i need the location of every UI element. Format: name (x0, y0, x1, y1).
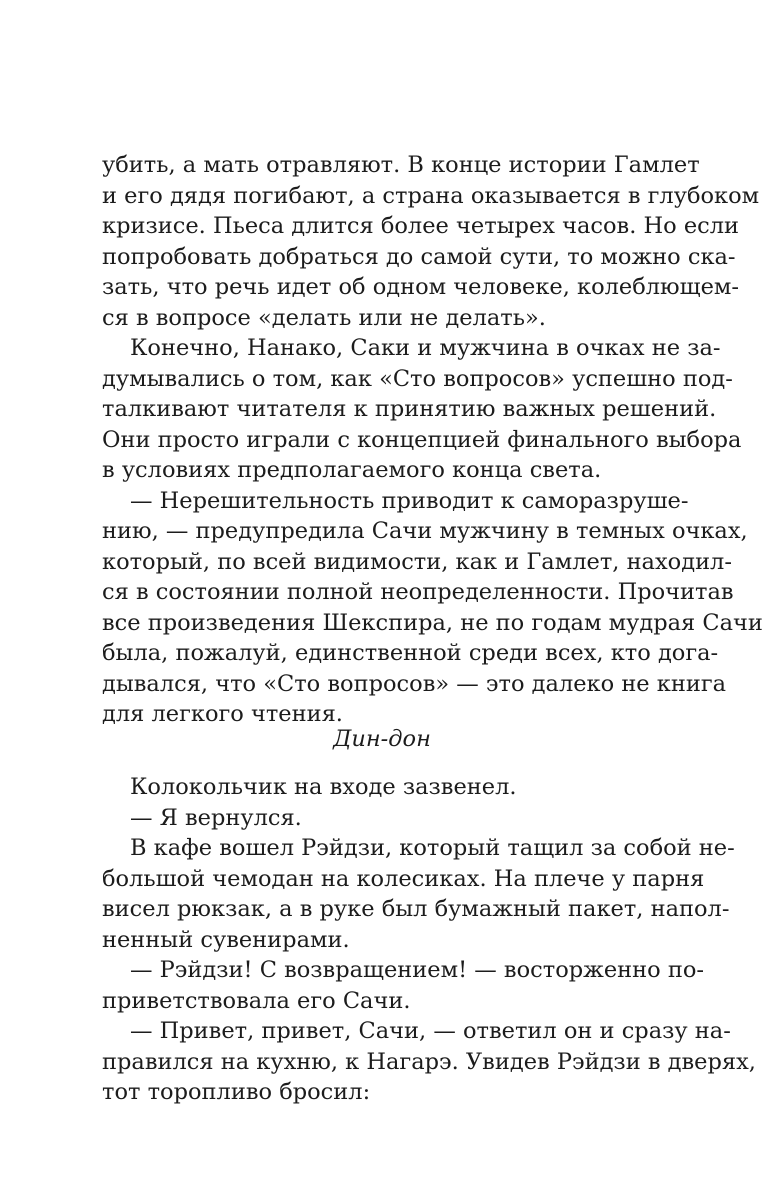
text-line: тот торопливо бросил: (102, 1079, 371, 1105)
scene-break-heading: Дин-дон (333, 726, 431, 752)
paragraph (102, 333, 742, 486)
text-line: большой чемодан на колесиках. На плече у парня (102, 865, 705, 892)
text-line: приветствовала его Сачи. (102, 987, 411, 1014)
paragraph (102, 150, 760, 333)
text-line: дывался, что «Сто вопросов» — это далеко не книга (102, 670, 727, 697)
text-line: который, по всей видимости, как и Гамлет, находил- (102, 548, 732, 575)
paragraph (102, 772, 662, 803)
text-line: все произведения Шекспира, не по годам мудрая Сачи (102, 609, 763, 636)
text-line: Колокольчик на входе зазвенел. (130, 774, 517, 800)
paragraph (102, 955, 704, 1016)
text-line: — Я вернулся. (130, 804, 302, 831)
paragraph (102, 486, 763, 730)
text-line: и его дядя погибают, а страна оказывается в глубоком (102, 182, 760, 209)
text-line: ненный сувенирами. (102, 926, 350, 953)
text-line: В кафе вошел Рэйдзи, который тащил за собой не- (130, 835, 735, 861)
text-line: — Рэйдзи! С возвращением! — восторженно по- (130, 957, 704, 983)
text-line: — Нерешительность приводит к саморазруше- (130, 487, 689, 514)
text-line: для легкого чтения. (102, 701, 343, 727)
text-line: нию, — предупредила Сачи мужчину в темных очках, (102, 518, 748, 544)
text-line: в условиях предполагаемого конца света. (102, 457, 602, 483)
text-line: была, пожалуй, единственной среди всех, кто дога- (102, 640, 719, 666)
text-line: зать, что речь идет об одном человеке, колеблющем- (102, 274, 739, 300)
text-section-1 (102, 150, 763, 730)
text-line: Конечно, Нанако, Саки и мужчина в очках не за- (130, 335, 721, 361)
text-line: висел рюкзак, а в руке был бумажный пакет, напол- (102, 896, 730, 922)
text-line: — Привет, привет, Сачи, — ответил он и сразу на- (130, 1018, 731, 1044)
text-line: убить, а мать отравляют. В конце истории Гамлет (102, 152, 700, 178)
paragraph (102, 833, 735, 955)
text-line: Они просто играли с концепцией финального выбора (102, 426, 742, 453)
paragraph (102, 803, 662, 834)
text-line: ся в вопросе «делать или не делать». (102, 304, 546, 331)
text-line: правился на кухню, к Нагарэ. Увидев Рэйдзи в дверях, (102, 1048, 756, 1075)
text-line: попробовать добраться до самой сути, то можно ска- (102, 243, 736, 270)
text-line: ся в состоянии полной неопределенности. Прочитав (102, 579, 734, 605)
text-line: талкивают читателя к принятию важных решений. (102, 396, 717, 422)
text-line: кризисе. Пьеса длится более четырех часов. Но если (102, 213, 740, 239)
text-line: думывались о том, как «Сто вопросов» успешно под- (102, 365, 733, 392)
text-section-2 (102, 772, 756, 1108)
paragraph (102, 1016, 756, 1108)
